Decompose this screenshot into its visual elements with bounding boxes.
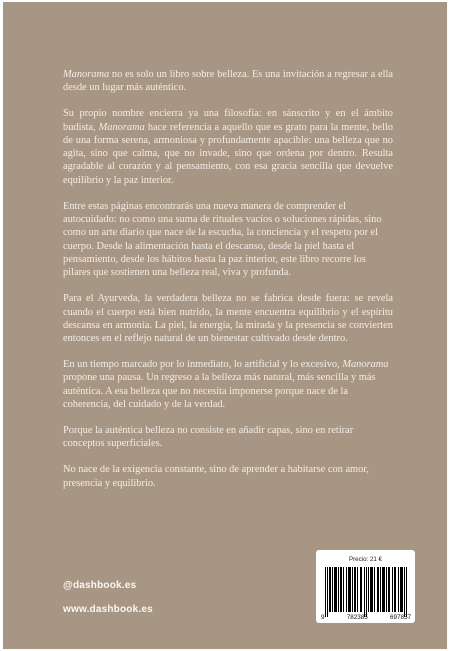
isbn-number: 9 782385 697857 [321, 614, 411, 621]
isbn-barcode-box [316, 550, 415, 623]
paragraph-selfcare: Entre estas páginas encontrarás una nueva manera de comprender el autocuidado: no como una suma de rituales vacíos o soluciones rápidas, sino como un arte diario que nace de la escucha, la conciencia y el respeto por el cuerpo. Desde la alimentación hasta el descanso, desde la piel hasta el pensamiento, desde los hábitos hasta la paz interior, este libro recorre los pilares que sostienen una belleza real, viva y profunda. [63, 200, 382, 279]
paragraph-closing: No nace de la exigencia constante, sino de aprender a habitarse con amor, presencia y equilibrio. [63, 464, 369, 489]
paragraph-name-meaning: Su propio nombre encierra ya una filosofía: en sánscrito y en el ámbito budista, Manorama hace referencia a aquello que es grato para la mente, bello de una forma serena, armoniosa y profundamente apacible: una belleza que no agita, sino que calma, que no invade, sino que ordena por dentro. Resulta agradable al corazón y al pensamiento, con esa gracia sencilla que devuelve equilibrio y la paz interior. [63, 108, 393, 186]
back-cover [3, 2, 447, 649]
barcode-icon [325, 567, 408, 617]
price-label: Precio: 21 € [348, 556, 383, 563]
website-link[interactable]: www.dashbook.es [63, 604, 153, 615]
paragraph-pause: En un tiempo marcado por lo inmediato, lo artificial y lo excesivo, Manorama propone una pausa. Un regreso a la belleza más natural, más sencilla y más auténtica. A esa belleza que no necesita imponerse porque nace de la coherencia, del cuidado y de la verdad. [63, 359, 389, 410]
book-title-mention: Manorama [98, 121, 145, 133]
social-handle[interactable]: @dashbook.es [63, 580, 137, 591]
paragraph-intro: Manorama no es solo un libro sobre belleza. Es una invitación a regresar a ella desde un lugar más auténtico. [63, 69, 393, 94]
book-title-mention: Manorama [342, 359, 389, 371]
book-title-mention: Manorama [63, 69, 110, 80]
back-cover-text [63, 68, 393, 503]
paragraph-layers: Porque la auténtica belleza no consiste en añadir capas, sino en retirar conceptos superficiales. [63, 424, 354, 450]
paragraph-ayurveda: Para el Ayurveda, la verdadera belleza no se fabrica desde fuera: se revela cuando el cuerpo está bien nutrido, la mente encuentra equilibrio y el espíritu descansa en armonía. La piel, la energía, la mirada y la presencia se convierten entonces en el reflejo natural de un bienestar cultivado desde dentro. [63, 293, 393, 345]
